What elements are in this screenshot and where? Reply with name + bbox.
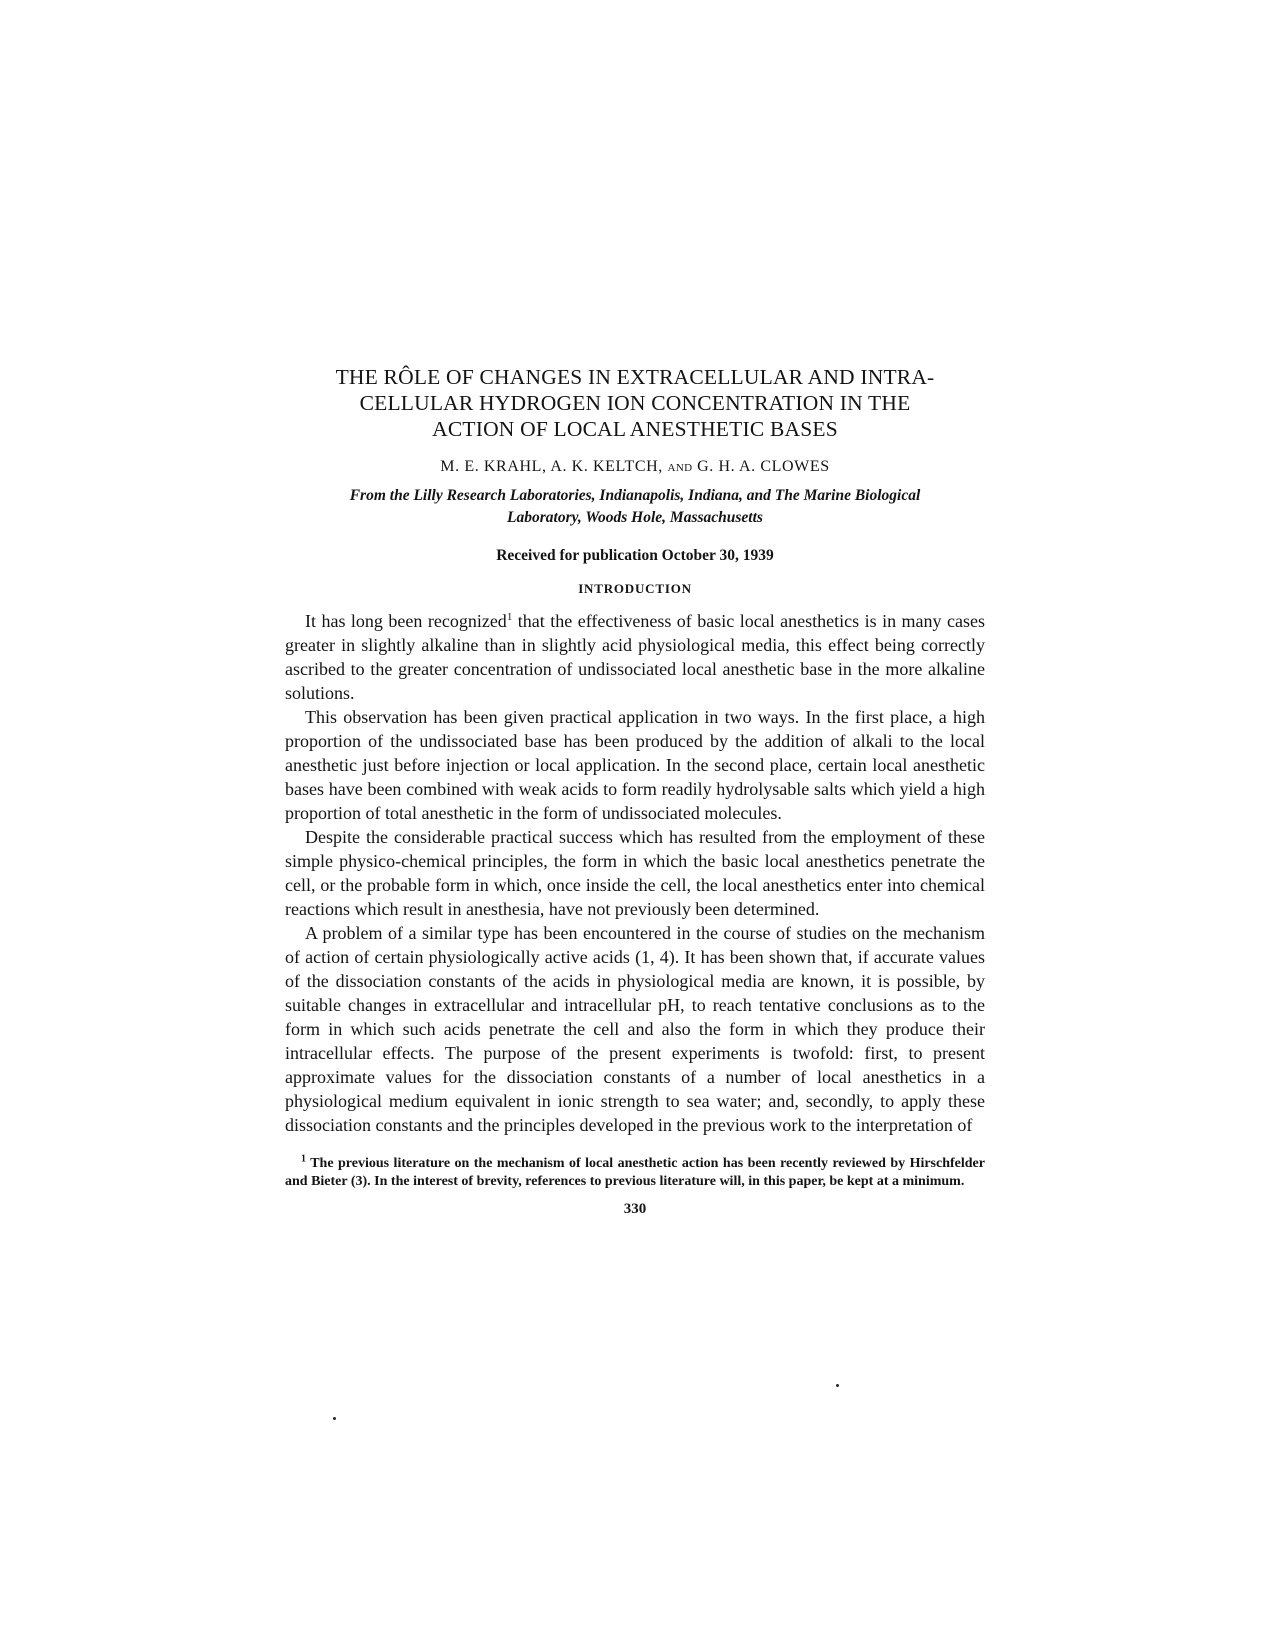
paragraph-text: It has long been recognized	[305, 611, 507, 631]
authors-connector: AND	[667, 462, 693, 474]
authors-first: M. E. KRAHL, A. K. KELTCH,	[440, 458, 663, 475]
footnote-reference[interactable]: 1	[506, 611, 513, 623]
affiliation	[285, 485, 985, 529]
section-heading: INTRODUCTION	[578, 581, 692, 596]
article-body	[285, 609, 985, 1137]
footnote-text: The previous literature on the mechanism of local anesthetic action has been recently reviewed by Hirschfelder and Bieter (3). In the interest of brevity, references to previous literature will, in this paper, be kept at a minimum.	[285, 1156, 985, 1189]
paragraph: A problem of a similar type has been encountered in the course of studies on the mechanism of action of certain physiologically active acids (1, 4). It has been shown that, if accurate values of the dissociation constants of the acids in physiological media are known, it is possible, by suitable changes in extracellular and intracellular pH, to reach tentative conclusions as to the form in which such acids penetrate the cell and also the form in which they produce their intracellular effects. The purpose of the present experiments is twofold: first, to present approximate values for the dissociation constants of a number of local anesthetics in a physiological medium equivalent in ionic strength to sea water; and, secondly, to apply these dissociation constants and the principles developed in the previous work to the interpretation of	[285, 923, 985, 1135]
footnote-block	[285, 1155, 985, 1191]
paragraph: This observation has been given practical application in two ways. In the first place, a high proportion of the undissociated base has been produced by the addition of alkali to the local anesthetic just before injection or local application. In the second place, certain local anesthetic bases have been combined with weak acids to form readily hydrolysable salts which yield a high proportion of total anesthetic in the form of undissociated molecules.	[285, 707, 985, 823]
affiliation-line: Laboratory, Woods Hole, Massachusetts	[507, 509, 763, 526]
scan-speck	[333, 1417, 336, 1420]
page-number: 330	[623, 1201, 647, 1217]
paragraph: Despite the considerable practical success which has resulted from the employment of these simple physico-chemical principles, the form in which the basic local anesthetics penetrate the cell, or the probable form in which, once inside the cell, the local anesthetics enter into chemical reactions which result in anesthesia, have not previously been determined.	[285, 827, 985, 919]
scan-speck	[836, 1384, 839, 1387]
received-date: Received for publication October 30, 1939	[496, 547, 774, 564]
title-line: CELLULAR HYDROGEN ION CONCENTRATION IN THE	[359, 391, 911, 415]
text-column	[285, 364, 985, 1219]
paragraph-text: that the effectiveness of basic local anesthetics is in many cases greater in slightly alkaline than in slightly acid physiological media, this effect being correctly ascribed to the greater concentration of undissociated local anesthetic base in the more alkaline solutions.	[285, 611, 985, 703]
paragraph	[285, 609, 985, 705]
affiliation-line: From the Lilly Research Laboratories, Indianapolis, Indiana, and The Marine Biological	[349, 487, 921, 504]
author-list	[285, 456, 985, 479]
title-line: ACTION OF LOCAL ANESTHETIC BASES	[432, 417, 838, 441]
footnote-marker: 1	[301, 1153, 306, 1165]
title-line: THE RÔLE OF CHANGES IN EXTRACELLULAR AND INTRA-	[335, 365, 935, 389]
authors-last: G. H. A. CLOWES	[697, 458, 830, 475]
footnote	[285, 1155, 985, 1191]
article-title	[285, 364, 985, 442]
